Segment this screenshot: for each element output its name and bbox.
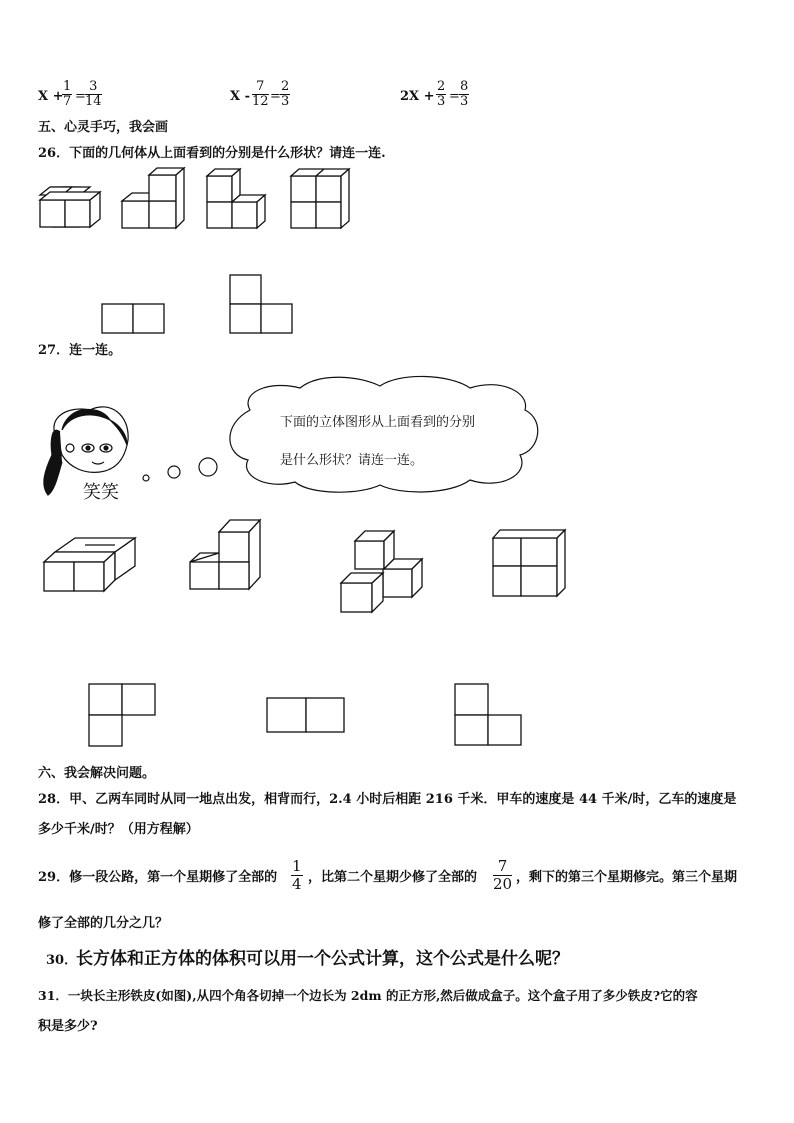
q27-solid-c [341,531,422,612]
section-6-heading: 六、我会解决问题。 [38,766,156,781]
equation-lhs: X - [230,89,251,104]
fraction: $\frac{7}{20}$ [493,857,513,893]
question-30-number: 30． [46,953,78,968]
equals-sign: = [75,89,86,104]
fraction: $\frac{1}{4}$ [292,857,302,893]
question-29-part-2: ，比第二个星期少修了全部的 [308,870,478,885]
question-29-line-2: 修了全部的几分之几？ [38,916,169,931]
question-31-line-1: 31．一块长主形铁皮(如图),从四个角各切掉一个边长为 2dm 的正方形,然后做成盒子。这个盒子用了多少铁皮?它的容 [38,988,698,1003]
question-29-part-1: 29．修一段公路，第一个星期修了全部的 [38,870,278,885]
bubble-text-line-2: 是什么形状？请连一连。 [280,453,424,468]
fraction: $\frac{2}{3}$ [437,79,446,109]
q27-top-view-2 [267,698,344,732]
q27-solid-b [190,520,260,589]
question-27: 27．连一连。 [38,343,122,358]
question-28-line-2: 多少千米/时？（用方程解） [38,822,199,837]
equation-lhs: 2X + [400,89,435,104]
question-26: 26．下面的几何体从上面看到的分别是什么形状？请连一连. [38,146,386,161]
section-5-heading: 五、心灵手巧，我会画 [38,120,169,135]
q27-top-view-3 [455,684,521,745]
question-29-part-3: ，剩下的第三个星期修完。第三个星期 [516,870,738,885]
q27-solid-d [493,530,565,596]
fraction: $\frac{1}{7}$ [63,79,72,109]
fraction: $\frac{2}{3}$ [281,79,290,109]
bubble-text-line-1: 下面的立体图形从上面看到的分别 [280,415,476,430]
equals-sign: = [449,89,460,104]
equation-lhs: X + [38,89,64,104]
question-30-text: 长方体和正方体的体积可以用一个公式计算，这个公式是什么呢？ [76,949,569,969]
girl-name-label: 笑笑 [83,482,119,503]
fraction: $\frac{7}{12}$ [252,79,269,109]
equals-sign: = [270,89,281,104]
question-31-line-2: 积是多少? [38,1019,98,1034]
question-28-line-1: 28．甲、乙两车同时从同一地点出发，相背而行，2.4 小时后相距 216 千米．甲车的速度是 44 千米/时，乙车的速度是 [38,792,737,807]
fraction: $\frac{3}{14}$ [85,79,102,109]
fraction: $\frac{8}{3}$ [460,79,469,109]
q27-solid-a [44,538,135,591]
q27-top-view-1 [89,684,155,746]
